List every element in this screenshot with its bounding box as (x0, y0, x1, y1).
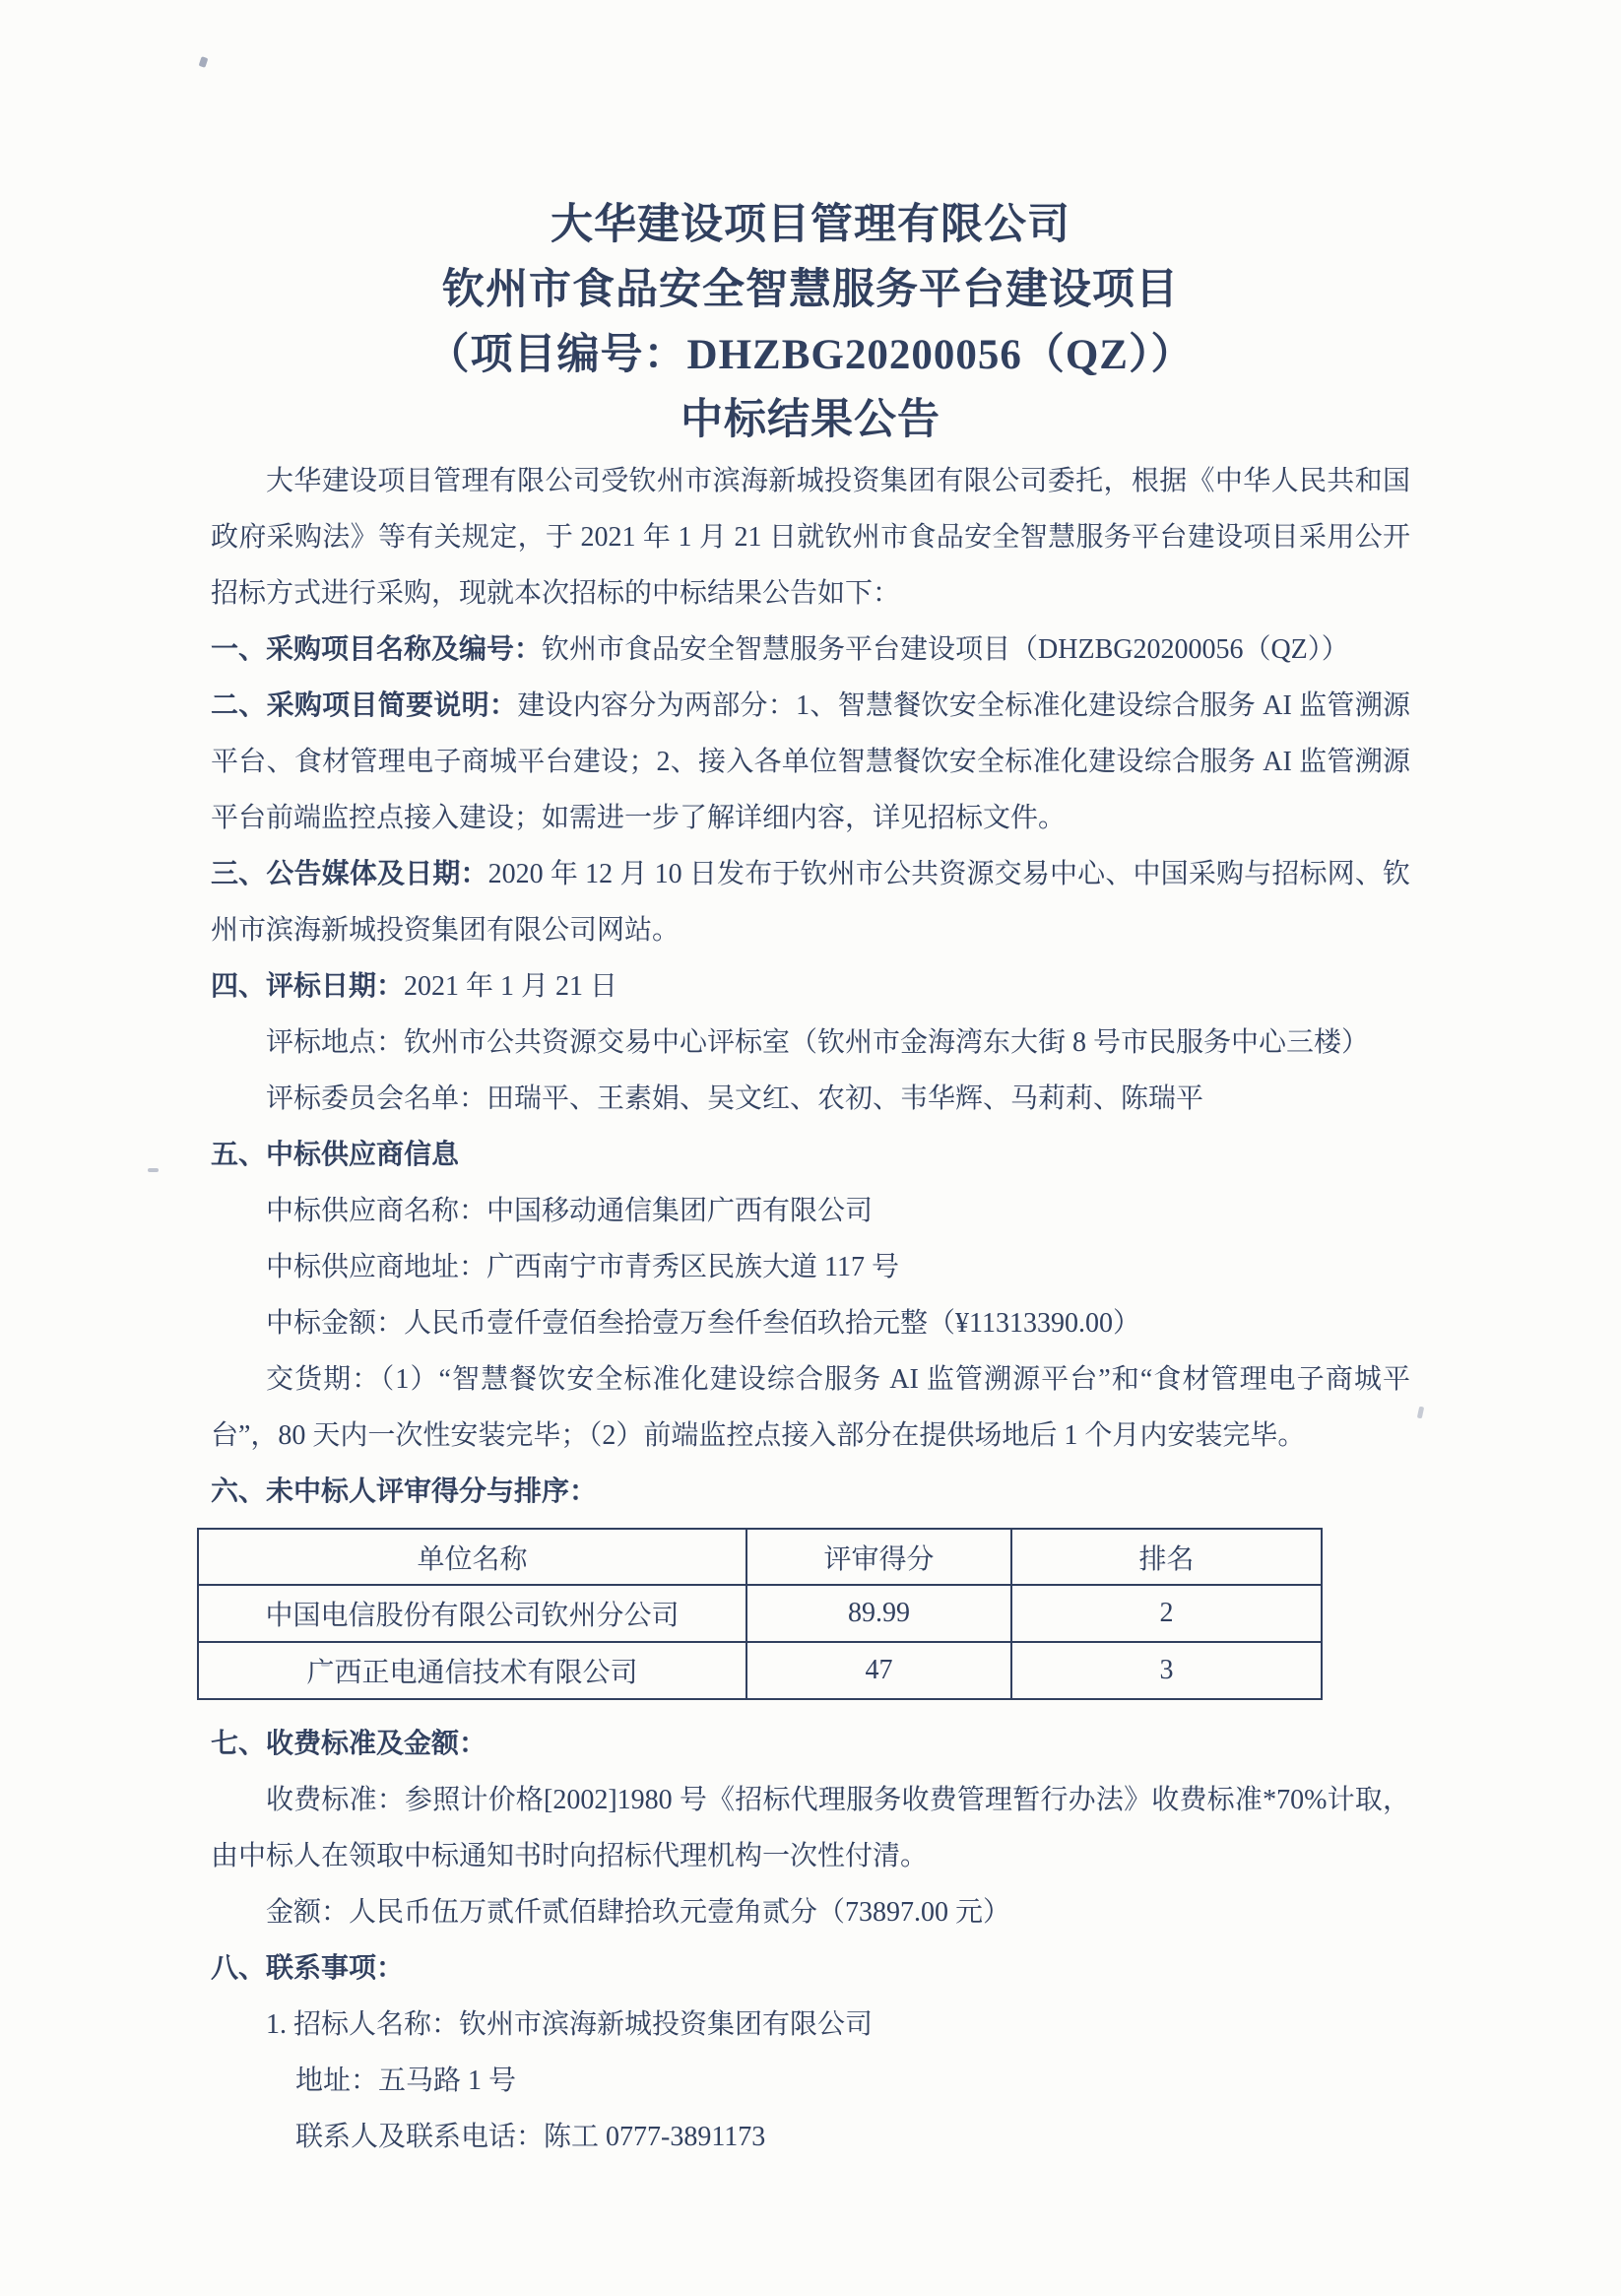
bidder-address: 地址：五马路 1 号 (295, 2066, 517, 2096)
section-2-project-summary (211, 678, 1410, 846)
score-table-cell-score: 89.99 (746, 1585, 1011, 1642)
score-table-header-unit: 单位名称 (198, 1529, 746, 1585)
section-8-contact-matters (211, 1940, 1410, 1997)
scan-artifact (199, 56, 209, 68)
section-2-text: 建设内容分为两部分：1、智慧餐饮安全标准化建设综合服务 AI 监管溯源平台、食材管理电子商城平台建设；2、接入各单位智慧餐饮安全标准化建设综合服务 AI 监管溯源平台前端监控点接入建设；如需进一步了解详细内容，详见招标文件。 (211, 690, 1410, 833)
document-content (211, 193, 1410, 2165)
evaluation-venue: 评标地点：钦州市公共资源交易中心评标室（钦州市金海湾东大街 8 号市民服务中心三楼） (266, 1027, 1370, 1058)
section-4-text: 2021 年 1 月 21 日 (404, 971, 618, 1002)
scan-artifact (1417, 1407, 1424, 1419)
section-5-heading: 五、中标供应商信息 (211, 1140, 460, 1170)
score-table-cell-rank: 2 (1011, 1585, 1322, 1642)
winning-amount: 中标金额：人民币壹仟壹佰叁拾壹万叁仟叁佰玖拾元整（¥11313390.00） (266, 1308, 1140, 1339)
section-3-text: 2020 年 12 月 10 日发布于钦州市公共资源交易中心、中国采购与招标网、钦州市滨海新城投资集团有限公司网站。 (211, 859, 1410, 946)
fee-amount: 金额：人民币伍万贰仟贰佰肆拾玖元壹角贰分（73897.00 元） (266, 1897, 1011, 1928)
doc-title-project-number: （项目编号：DHZBG20200056（QZ）） (426, 332, 1195, 378)
score-table-header-row (198, 1529, 1322, 1585)
score-table-cell-unit: 广西正电通信技术有限公司 (198, 1642, 746, 1699)
table-row (198, 1642, 1322, 1699)
section-6-losing-bidders (211, 1464, 1410, 1520)
section-6-heading: 六、未中标人评审得分与排序： (211, 1476, 598, 1507)
bidder-name: 1. 招标人名称：钦州市滨海新城投资集团有限公司 (266, 2009, 874, 2040)
winning-supplier-address: 中标供应商地址：广西南宁市青秀区民族大道 117 号 (266, 1252, 899, 1282)
doc-title-announcement: 中标结果公告 (681, 397, 940, 443)
score-table-cell-score: 47 (746, 1642, 1011, 1699)
fee-standard-text: 收费标准：参照计价格[2002]1980 号《招标代理服务收费管理暂行办法》收费标准*70%计取，由中标人在领取中标通知书时向招标代理机构一次性付清。 (211, 1785, 1410, 1871)
score-table-cell-rank: 3 (1011, 1642, 1322, 1699)
section-5-winning-supplier (211, 1127, 1410, 1183)
section-8-heading: 八、联系事项： (211, 1953, 405, 1984)
score-table-header-rank: 排名 (1011, 1529, 1322, 1585)
section-3-announcement-media (211, 846, 1410, 958)
doc-title-project: 钦州市食品安全智慧服务平台建设项目 (442, 267, 1179, 313)
delivery-terms: 交货期：（1）“智慧餐饮安全标准化建设综合服务 AI 监管溯源平台”和“食材管理电子商城平台”，80 天内一次性安装完毕；（2）前端监控点接入部分在提供场地后 1 个月内安装完毕。 (211, 1364, 1410, 1451)
table-row (198, 1585, 1322, 1642)
section-1-project-name (211, 622, 1410, 678)
intro-paragraph: 大华建设项目管理有限公司受钦州市滨海新城投资集团有限公司委托，根据《中华人民共和国政府采购法》等有关规定，于 2021 年 1 月 21 日就钦州市食品安全智慧服务平台建设项目采用公开招标方式进行采购，现就本次招标的中标结果公告如下： (211, 466, 1410, 609)
score-table-header-score: 评审得分 (746, 1529, 1011, 1585)
section-2-heading: 二、采购项目简要说明： (211, 690, 518, 721)
evaluation-committee: 评标委员会名单：田瑞平、王素娟、吴文红、农初、韦华辉、马莉莉、陈瑞平 (266, 1083, 1204, 1114)
score-table (197, 1528, 1323, 1700)
section-4-evaluation-date (211, 958, 1410, 1015)
scan-artifact (148, 1168, 159, 1172)
section-3-heading: 三、公告媒体及日期： (211, 859, 488, 889)
section-4-heading: 四、评标日期： (211, 971, 405, 1002)
section-7-heading: 七、收费标准及金额： (211, 1729, 487, 1759)
score-table-cell-unit: 中国电信股份有限公司钦州分公司 (198, 1585, 746, 1642)
winning-supplier-name: 中标供应商名称：中国移动通信集团广西有限公司 (266, 1196, 874, 1226)
section-1-heading: 一、采购项目名称及编号： (211, 634, 543, 665)
section-1-text: 钦州市食品安全智慧服务平台建设项目（DHZBG20200056（QZ）） (542, 634, 1349, 665)
doc-title-agency: 大华建设项目管理有限公司 (551, 202, 1070, 248)
contact-person-phone: 联系人及联系电话：陈工 0777-3891173 (295, 2122, 766, 2152)
section-7-fee-standard (211, 1716, 1410, 1772)
